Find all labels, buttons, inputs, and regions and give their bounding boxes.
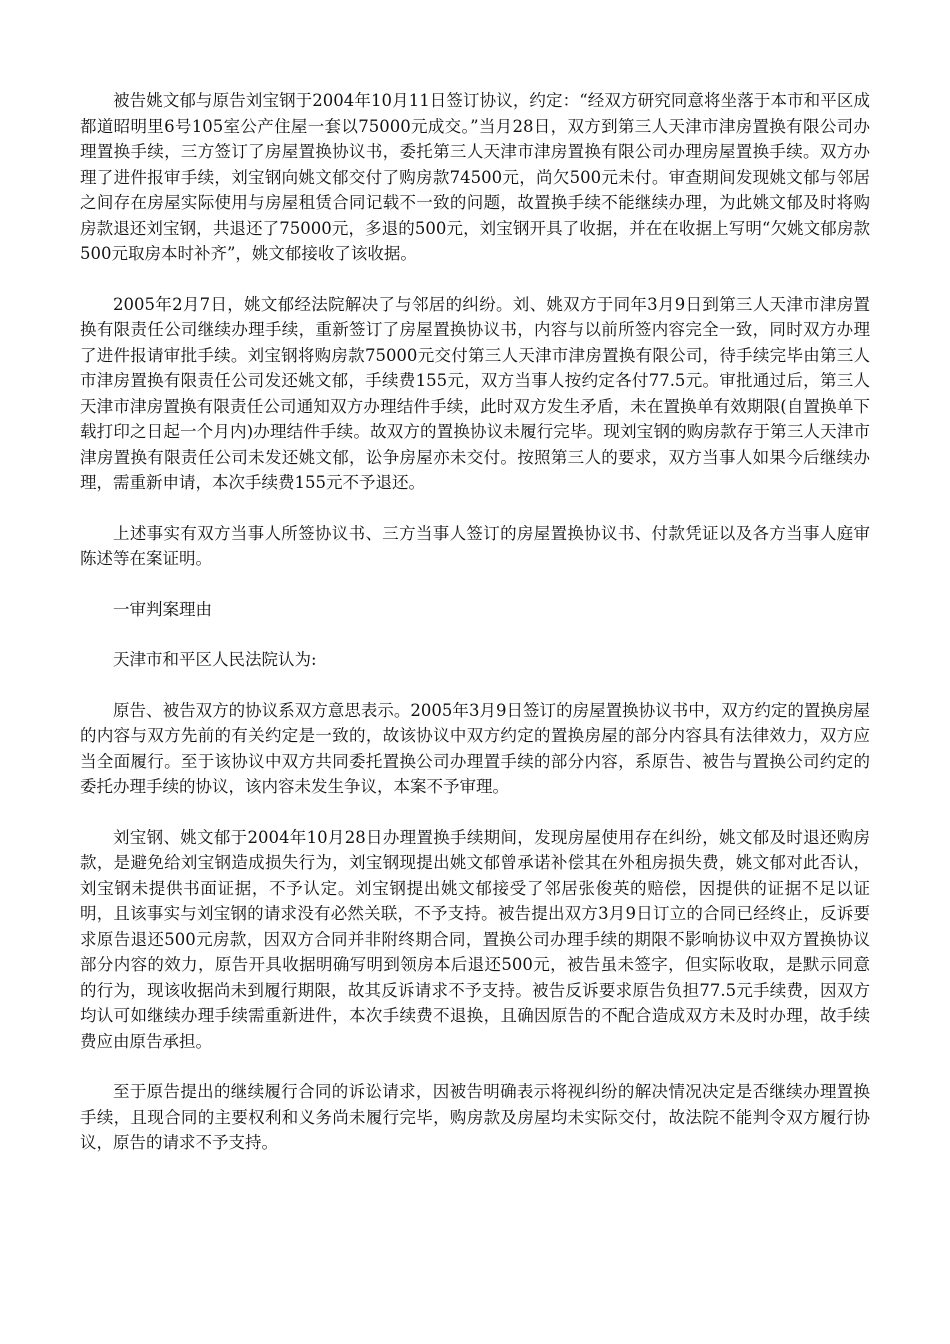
paragraph-evidence: 上述事实有双方当事人所签协议书、三方当事人签订的房屋置换协议书、付款凭证以及各方当事人庭审陈述等在案证明。 bbox=[80, 523, 870, 568]
paragraph-claims-analysis: 刘宝钢、姚文郁于2004年10月28日办理置换手续期间，发现房屋使用存在纠纷，姚文郁及时退还购房款，是避免给刘宝钢造成损失行为，刘宝钢现提出姚文郁曾承诺补偿其在外租房损失费，姚文郁对此否认，刘宝钢未提供书面证据，不予认定。刘宝钢提出姚文郁接受了邻居张俊英的赔偿，因提供的证据不足以证明，且该事实与刘宝钢的请求没有必然关联，不予支持。被告提出双方3月9日订立的合同已经终止，反诉要求原告退还500元房款，因双方合同并非附终期合同，置换公司办理手续的期限不影响协议中双方置换协议部分内容的效力，原告开具收据明确写明到领房本后退还500元，被告虽未签字，但实际收取，是默示同意的行为，现该收据尚未到履行期限，故其反诉请求不予支持。被告反诉要求原告负担77.5元手续费，因双方均认可如继续办理手续需重新进件，本次手续费不退换，且确因原告的不配合造成双方未及时办理，故手续费应由原告承担。 bbox=[80, 827, 870, 1051]
paragraph-continued-performance: 至于原告提出的继续履行合同的诉讼请求，因被告明确表示将视纠纷的解决情况决定是否继续办理置换手续，且现合同的主要权利和义务尚未履行完毕，购房款及房屋均未实际交付，故法院不能判令双方履行协议，原告的请求不予支持。 bbox=[80, 1082, 870, 1152]
section-heading-first-instance-reasons: 一审判案理由 bbox=[113, 599, 212, 619]
paragraph-facts-first-agreement: 被告姚文郁与原告刘宝钢于2004年10月11日签订协议，约定：“经双方研究同意将坐落于本市和平区成都道昭明里6号105室公产住屋一套以75000元成交。”当月28日，双方到第三人天津市津房置换有限公司办理置换手续，三方签订了房屋置换协议书，委托第三人天津市津房置换有限公司办理房屋置换手续。双方办理了进件报审手续，刘宝钢向姚文郁交付了购房款74500元，尚欠500元未付。审查期间发现姚文郁与邻居之间存在房屋实际使用与房屋租赁合同记载不一致的问题，故置换手续不能继续办理，为此姚文郁及时将购房款退还刘宝钢，共退还了75000元，多退的500元，刘宝钢开具了收据，并在在收据上写明“欠姚文郁房款500元取房本时补齐”，姚文郁接收了该收据。 bbox=[80, 91, 870, 263]
paragraph-court-opinion-intro: 天津市和平区人民法院认为: bbox=[113, 650, 317, 669]
document-page bbox=[80, 88, 870, 1181]
paragraph-facts-second-agreement: 2005年2月7日，姚文郁经法院解决了与邻居的纠纷。刘、姚双方于同年3月9日到第三人天津市津房置换有限责任公司继续办理手续，重新签订了房屋置换协议书，内容与以前所签内容完全一致，同时双方办理了进件报请审批手续。刘宝钢将购房款75000元交付第三人天津市津房置换有限公司，待手续完毕由第三人市津房置换有限责任公司发还姚文郁，手续费155元，双方当事人按约定各付77.5元。审批通过后，第三人天津市津房置换有限责任公司通知双方办理结件手续，此时双方发生矛盾，未在置换单有效期限(自置换单下载打印之日起一个月内)办理结件手续。故双方的置换协议未履行完毕。现刘宝钢的购房款存于第三人天津市津房置换有限责任公司未发还姚文郁，讼争房屋亦未交付。按照第三人的要求，双方当事人如果今后继续办理，需重新申请，本次手续费155元不予退还。 bbox=[80, 294, 870, 492]
paragraph-agreement-validity: 原告、被告双方的协议系双方意思表示。2005年3月9日签订的房屋置换协议书中，双方约定的置换房屋的内容与双方先前的有关约定是一致的，故该协议中双方约定的置换房屋的部分内容具有法律效力，双方应当全面履行。至于该协议中双方共同委托置换公司办理置手续的部分内容，系原告、被告与置换公司约定的委托办理手续的协议，该内容未发生争议，本案不予审理。 bbox=[80, 700, 870, 796]
